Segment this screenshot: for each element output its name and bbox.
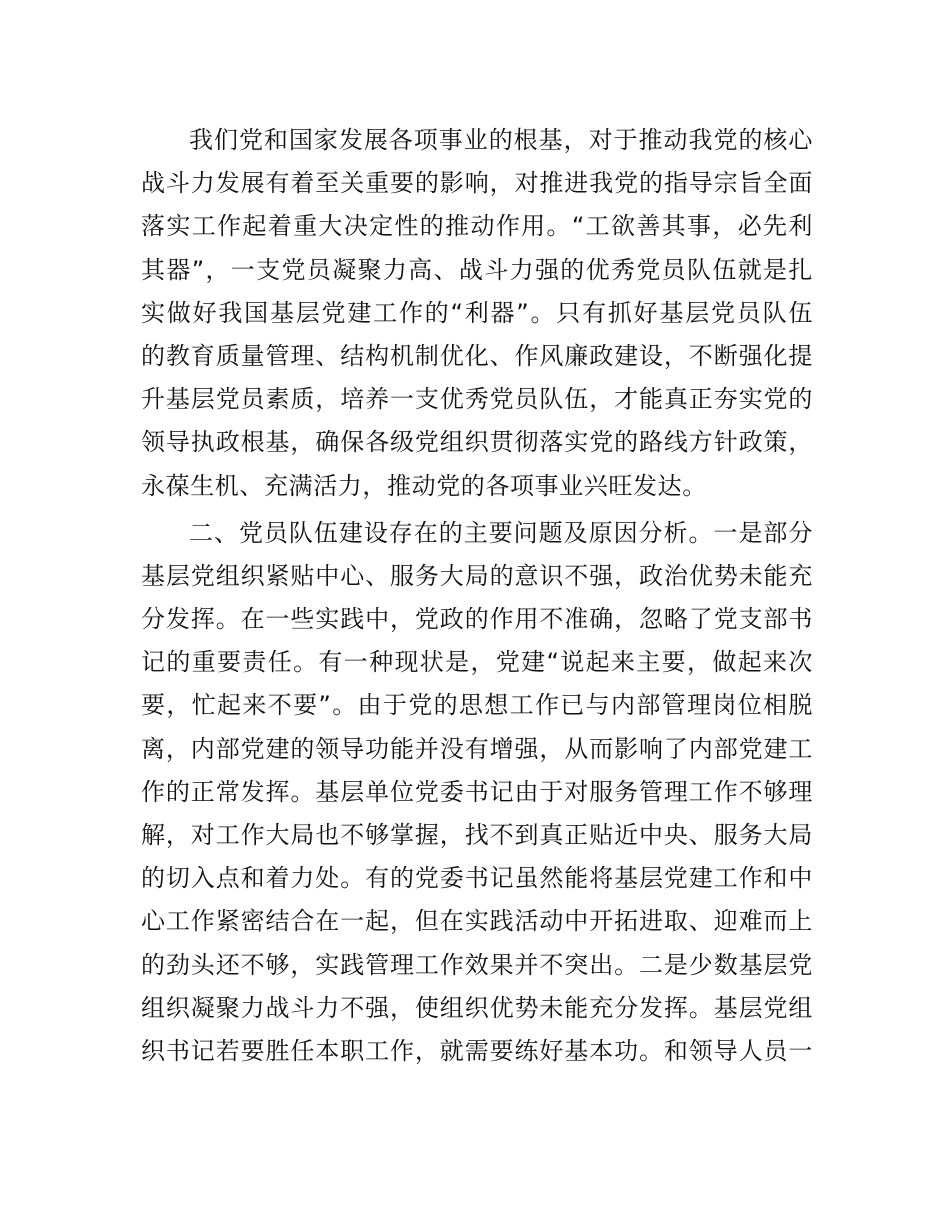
paragraph-line: 领导执政根基，确保各级党组织贯彻落实党的路线方针政策， <box>141 428 813 457</box>
paragraph-line: 永葆生机、充满活力，推动党的各项事业兴旺发达。 <box>141 471 707 500</box>
paragraph-line: 组织凝聚力战斗力不强，使组织优势未能充分发挥。基层党组 <box>141 993 813 1022</box>
paragraph-line: 作的正常发挥。基层单位党委书记由于对服务管理工作不够理 <box>141 777 813 806</box>
paragraph-1 <box>141 119 813 508</box>
paragraph-line: 的劲头还不够，实践管理工作效果并不突出。二是少数基层党 <box>141 950 813 979</box>
paragraph-line: 落实工作起着重大决定性的推动作用。“工欲善其事，必先利 <box>141 212 813 241</box>
paragraph-line: 二、党员队伍建设存在的主要问题及原因分析。一是部分 <box>189 518 813 547</box>
paragraph-line: 心工作紧密结合在一起，但在实践活动中开拓进取、迎难而上 <box>141 907 813 936</box>
paragraph-line: 我们党和国家发展各项事业的根基，对于推动我党的核心 <box>189 126 813 154</box>
paragraph-line: 其器”，一支党员凝聚力高、战斗力强的优秀党员队伍就是扎 <box>141 255 813 284</box>
paragraph-line: 战斗力发展有着至关重要的影响，对推进我党的指导宗旨全面 <box>141 169 813 198</box>
paragraph-line: 实做好我国基层党建工作的“利器”。只有抓好基层党员队伍 <box>141 298 813 327</box>
paragraph-line: 记的重要责任。有一种现状是，党建“说起来主要，做起来次 <box>141 648 813 677</box>
paragraph-line: 解，对工作大局也不够掌握，找不到真正贴近中央、服务大局 <box>141 821 813 849</box>
paragraph-line: 升基层党员素质，培养一支优秀党员队伍，才能真正夯实党的 <box>141 385 813 414</box>
paragraph-line: 基层党组织紧贴中心、服务大局的意识不强，政治优势未能充 <box>141 561 813 590</box>
paragraph-2 <box>141 512 813 1073</box>
paragraph-line: 织书记若要胜任本职工作，就需要练好基本功。和领导人员一 <box>141 1036 813 1065</box>
paragraph-line: 离，内部党建的领导功能并没有增强，从而影响了内部党建工 <box>141 734 813 763</box>
paragraph-line: 的切入点和着力处。有的党委书记虽然能将基层党建工作和中 <box>141 864 813 893</box>
document-body <box>141 119 813 1073</box>
paragraph-line: 分发挥。在一些实践中，党政的作用不准确，忽略了党支部书 <box>141 605 813 634</box>
paragraph-line: 的教育质量管理、结构机制优化、作风廉政建设，不断强化提 <box>141 341 813 370</box>
paragraph-line: 要，忙起来不要”。由于党的思想工作已与内部管理岗位相脱 <box>141 691 813 720</box>
